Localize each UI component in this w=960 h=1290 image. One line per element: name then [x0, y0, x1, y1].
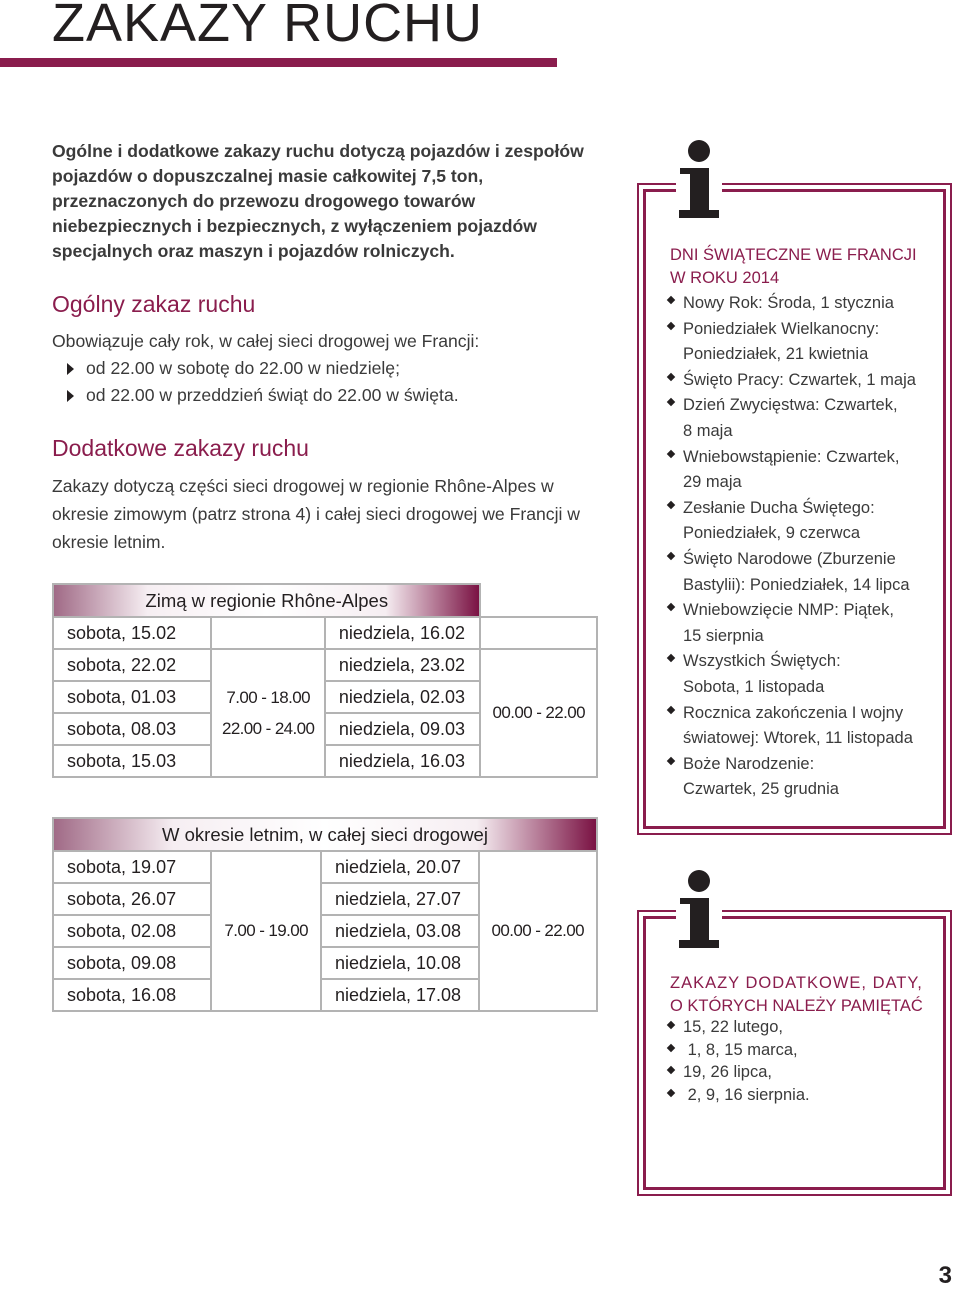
- intro-paragraph: Ogólne i dodatkowe zakazy ruchu dotyczą pojazdów i zespołów pojazdów o dopuszczalnej masie całkowitej 7,5 ton, przeznaczonych do przewozu drogowego towarów niebezpiecznych i bezpiecznych, z wyłączeniem pojazdów specjalnych oraz maszyn i pojazdów rolniczych.: [52, 141, 584, 261]
- list-item: od 22.00 w sobotę do 22.00 w niedzielę;: [66, 355, 459, 382]
- page-number: 3: [938, 1262, 952, 1289]
- diamond-bullet-icon: [667, 1043, 675, 1051]
- saturday-cell: sobota, 15.03: [53, 745, 211, 777]
- general-ban-list: [66, 355, 459, 409]
- sunday-hours-cell: 00.00 - 22.00: [479, 851, 598, 1011]
- diamond-bullet-icon: [667, 373, 675, 381]
- diamond-bullet-icon: [667, 1021, 675, 1029]
- saturday-cell: sobota, 09.08: [53, 947, 211, 979]
- blank-cell: [211, 617, 325, 649]
- list-item: od 22.00 w przeddzień świąt do 22.00 w święta.: [66, 382, 459, 409]
- diamond-bullet-icon: [667, 296, 675, 304]
- triangle-bullet-icon: [67, 390, 74, 402]
- general-ban-text: Obowiązuje cały rok, w całej sieci drogowej we Francji:: [52, 331, 480, 351]
- saturday-cell: sobota, 08.03: [53, 713, 211, 745]
- sunday-cell: niedziela, 17.08: [321, 979, 479, 1011]
- saturday-cell: sobota, 19.07: [53, 851, 211, 883]
- list-item: 19, 26 lipca,: [667, 1061, 935, 1084]
- info-icon: [676, 870, 722, 952]
- diamond-bullet-icon: [667, 321, 675, 329]
- sunday-cell: niedziela, 27.07: [321, 883, 479, 915]
- hours-line: 22.00 - 24.00: [221, 719, 315, 738]
- table-header-row: [53, 584, 597, 617]
- sunday-cell: niedziela, 03.08: [321, 915, 479, 947]
- saturday-cell: sobota, 02.08: [53, 915, 211, 947]
- diamond-bullet-icon: [667, 756, 675, 764]
- list-item: Dzień Zwycięstwa: Czwartek, 8 maja: [667, 393, 935, 444]
- general-ban-heading: Ogólny zakaz ruchu: [52, 291, 256, 317]
- triangle-bullet-icon: [67, 363, 74, 375]
- table-header-row: [53, 818, 597, 851]
- sunday-cell: niedziela, 10.08: [321, 947, 479, 979]
- extra-dates-heading: ZAKAZY DODATKOWE, DATY, O KTÓRYCH NALEŻY PAMIĘTAĆ: [670, 974, 923, 1015]
- list-item: Rocznica zakończenia I wojny światowej: Wtorek, 11 listopada: [667, 701, 935, 752]
- blank-cell: [480, 617, 597, 649]
- sunday-hours-cell: 00.00 - 22.00: [480, 649, 597, 777]
- list-item: Wszystkich Świętych: Sobota, 1 listopada: [667, 649, 935, 700]
- winter-schedule-table: [52, 583, 598, 778]
- extra-dates-list: [667, 1016, 935, 1106]
- sunday-cell: niedziela, 20.07: [321, 851, 479, 883]
- additional-ban-heading: Dodatkowe zakazy ruchu: [52, 435, 309, 461]
- list-item: Święto Pracy: Czwartek, 1 maja: [667, 368, 935, 394]
- saturday-cell: sobota, 22.02: [53, 649, 211, 681]
- holidays-list: [667, 291, 935, 803]
- list-item: Poniedziałek Wielkanocny: Poniedziałek, 21 kwietnia: [667, 317, 935, 368]
- list-item: 2, 9, 16 sierpnia.: [667, 1084, 935, 1107]
- diamond-bullet-icon: [667, 398, 675, 406]
- table-row: [53, 851, 597, 883]
- saturday-cell: sobota, 01.03: [53, 681, 211, 713]
- saturday-hours-cell: [211, 649, 325, 777]
- additional-ban-text: Zakazy dotyczą części sieci drogowej w regionie Rhône-Alpes w okresie zimowym (patrz strona 4) i całej sieci drogowej we Francji w okresie letnim.: [52, 476, 580, 552]
- diamond-bullet-icon: [667, 654, 675, 662]
- table-row: [53, 617, 597, 649]
- list-item: Zesłanie Ducha Świętego: Poniedziałek, 9 czerwca: [667, 496, 935, 547]
- diamond-bullet-icon: [667, 1066, 675, 1074]
- page-title: ZAKAZY RUCHU: [52, 0, 484, 53]
- table-header: Zimą w regionie Rhône-Alpes: [53, 584, 480, 617]
- diamond-bullet-icon: [667, 501, 675, 509]
- sunday-cell: niedziela, 23.02: [325, 649, 481, 681]
- holidays-heading: DNI ŚWIĄTECZNE WE FRANCJI W ROKU 2014: [670, 246, 917, 287]
- table-header: W okresie letnim, w całej sieci drogowej: [53, 818, 597, 851]
- list-item: Nowy Rok: Środa, 1 stycznia: [667, 291, 935, 317]
- list-item: Wniebowstąpienie: Czwartek, 29 maja: [667, 445, 935, 496]
- diamond-bullet-icon: [667, 705, 675, 713]
- saturday-cell: sobota, 16.08: [53, 979, 211, 1011]
- table-row: [53, 649, 597, 681]
- list-item: Święto Narodowe (Zburzenie Bastylii): Poniedziałek, 14 lipca: [667, 547, 935, 598]
- diamond-bullet-icon: [667, 603, 675, 611]
- diamond-bullet-icon: [667, 552, 675, 560]
- diamond-bullet-icon: [667, 449, 675, 457]
- diamond-bullet-icon: [667, 1088, 675, 1096]
- saturday-cell: sobota, 15.02: [53, 617, 211, 649]
- saturday-hours-cell: 7.00 - 19.00: [211, 851, 321, 1011]
- sunday-cell: niedziela, 16.02: [325, 617, 481, 649]
- title-underline: [0, 58, 557, 67]
- sunday-cell: niedziela, 09.03: [325, 713, 481, 745]
- sunday-cell: niedziela, 02.03: [325, 681, 481, 713]
- summer-schedule-table: [52, 817, 598, 1012]
- list-item: Wniebowzięcie NMP: Piątek, 15 sierpnia: [667, 598, 935, 649]
- list-item: Boże Narodzenie: Czwartek, 25 grudnia: [667, 752, 935, 803]
- list-item: 1, 8, 15 marca,: [667, 1039, 935, 1062]
- saturday-cell: sobota, 26.07: [53, 883, 211, 915]
- info-icon: [676, 140, 722, 222]
- sunday-cell: niedziela, 16.03: [325, 745, 481, 777]
- list-item: 15, 22 lutego,: [667, 1016, 935, 1039]
- hours-line: 7.00 - 18.00: [226, 688, 310, 707]
